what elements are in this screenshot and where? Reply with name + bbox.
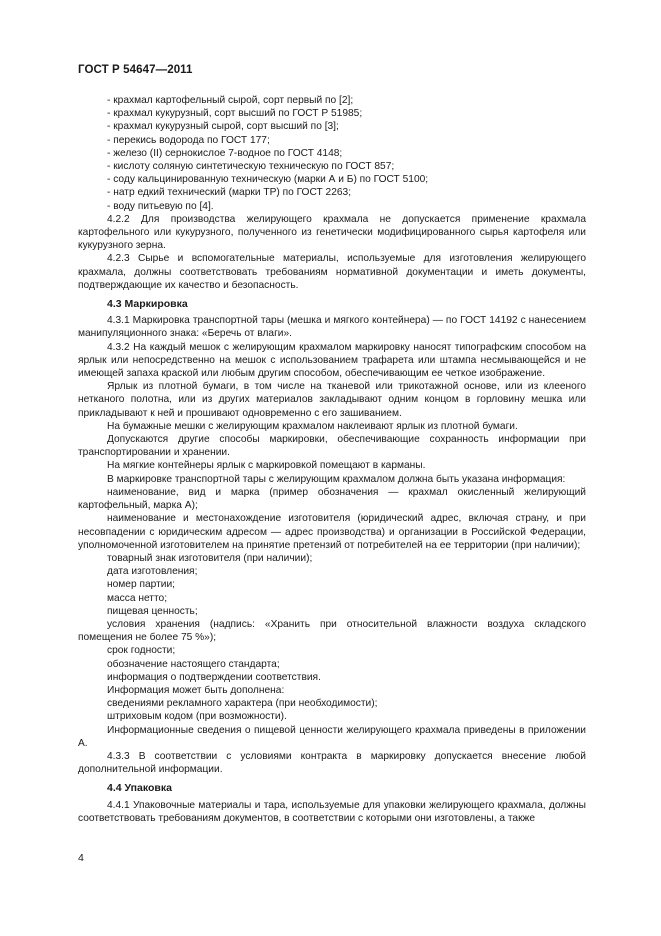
list-item: - перекись водорода по ГОСТ 177; [107, 134, 270, 146]
paragraph-info-intro: В маркировке транспортной тары с желирующим крахмалом должна быть указана информация: [107, 473, 566, 485]
paragraph-4-3-1: 4.3.1 Маркировка транспортной тары (мешка и мягкого контейнера) — по ГОСТ 14192 с нанесением манипуляционного знака: «Беречь от влаги». [78, 315, 586, 340]
list-item: - крахмал кукурузный сырой, сорт высший по [3]; [107, 121, 339, 133]
paragraph-product-name: наименование, вид и марка (пример обозначения — крахмал окисленный желирующий картофельный, марка А); [78, 486, 586, 512]
paragraph-paper-bags: На бумажные мешки с желирующим крахмалом наклеивают ярлык из плотной бумаги. [107, 420, 518, 432]
list-item: - натр едкий технический (марки ТР) по ГОСТ 2263; [107, 187, 352, 199]
paragraph-soft-containers: На мягкие контейнеры ярлык с маркировкой помещают в карманы. [107, 460, 426, 472]
list-item: масса нетто; [107, 592, 168, 604]
paragraph-4-3-2: 4.3.2 На каждый мешок с желирующим крахмалом маркировку наносят типографским способом на ярлык или непосредственно на мешок с использованием трафарета или штампа несмывающейся и не имеющей запаха краской или любым другим способом, обеспечивающим ее четкое изображение. [78, 341, 586, 380]
page-content [78, 94, 586, 825]
section-heading-4-4: 4.4 Упаковка [107, 782, 172, 795]
list-item: штриховым кодом (при возможности). [107, 711, 287, 723]
paragraph-nutrition-info: Информационные сведения о пищевой ценности желирующего крахмала приведены в приложении А. [78, 724, 586, 749]
list-item: срок годности; [107, 645, 176, 657]
list-item: - железо (II) сернокислое 7-водное по ГОСТ 4148; [107, 147, 343, 159]
list-item: номер партии; [107, 579, 175, 591]
paragraph-4-4-1: 4.4.1 Упаковочные материалы и тара, используемые для упаковки желирующего крахмала, должны соответствовать требованиям документов, в соответствии с которыми они изготовлены, а также [78, 799, 586, 824]
paragraph-manufacturer: наименование и местонахождение изготовителя (юридический адрес, включая страну, и при несовпадении с юридическим адресом — адрес производства) и организации в Российской Федерации, уполномоченной изготовителем на принятие претензий от потребителей на ее территории (при наличии); [78, 513, 586, 551]
paragraph-4-3-3: 4.3.3 В соответствии с условиями контракта в маркировку допускается внесение любой дополнительной информации. [78, 750, 586, 776]
list-item: пищевая ценность; [107, 605, 198, 617]
list-item: - крахмал картофельный сырой, сорт первый по [2]; [107, 95, 354, 106]
list-item: сведениями рекламного характера (при необходимости); [107, 698, 378, 710]
list-item: - кислоту соляную синтетическую техническую по ГОСТ 857; [107, 161, 395, 173]
page-number: 4 [78, 852, 84, 864]
list-item: обозначение настоящего стандарта; [107, 658, 280, 670]
paragraph-4-2-2: 4.2.2 Для производства желирующего крахмала не допускается применение крахмала картофельного или кукурузного, полученного из генетически модифицированного сырья картофеля или кукурузного зерна. [78, 213, 586, 252]
list-item: - крахмал кукурузный, сорт высший по ГОСТ Р 51985; [107, 108, 363, 120]
paragraph-label: Ярлык из плотной бумаги, в том числе на тканевой или трикотажной основе, или из клееного нетканого полотна, или из других материалов закладывают одним концом в горловину мешка или прикладывают к ней и прошивают одновременно с его зашиванием. [78, 381, 586, 419]
list-item: товарный знак изготовителя (при наличии); [107, 552, 313, 564]
document-header: ГОСТ Р 54647—2011 [78, 64, 193, 76]
section-heading-4-3: 4.3 Маркировка [107, 298, 188, 311]
list-item: Информация может быть дополнена: [107, 684, 285, 696]
paragraph-other-methods: Допускаются другие способы маркировки, обеспечивающие сохранность информации при транспортировании и хранении. [78, 434, 586, 459]
list-item: - воду питьевую по [4]. [107, 200, 214, 212]
list-item: - соду кальцинированную техническую (марки А и Б) по ГОСТ 5100; [107, 174, 429, 186]
paragraph-storage-conditions: условия хранения (надпись: «Хранить при относительной влажности воздуха складского помещения не более 75 %»); [78, 618, 586, 644]
list-item: информация о подтверждении соответствия. [107, 671, 321, 683]
paragraph-4-2-3: 4.2.3 Сырье и вспомогательные материалы, используемые для изготовления желирующего крахмала, должны соответствовать требованиям нормативной документации и иметь документы, подтверждающие их качество и безопасность. [78, 253, 586, 291]
list-item: дата изготовления; [107, 566, 198, 578]
